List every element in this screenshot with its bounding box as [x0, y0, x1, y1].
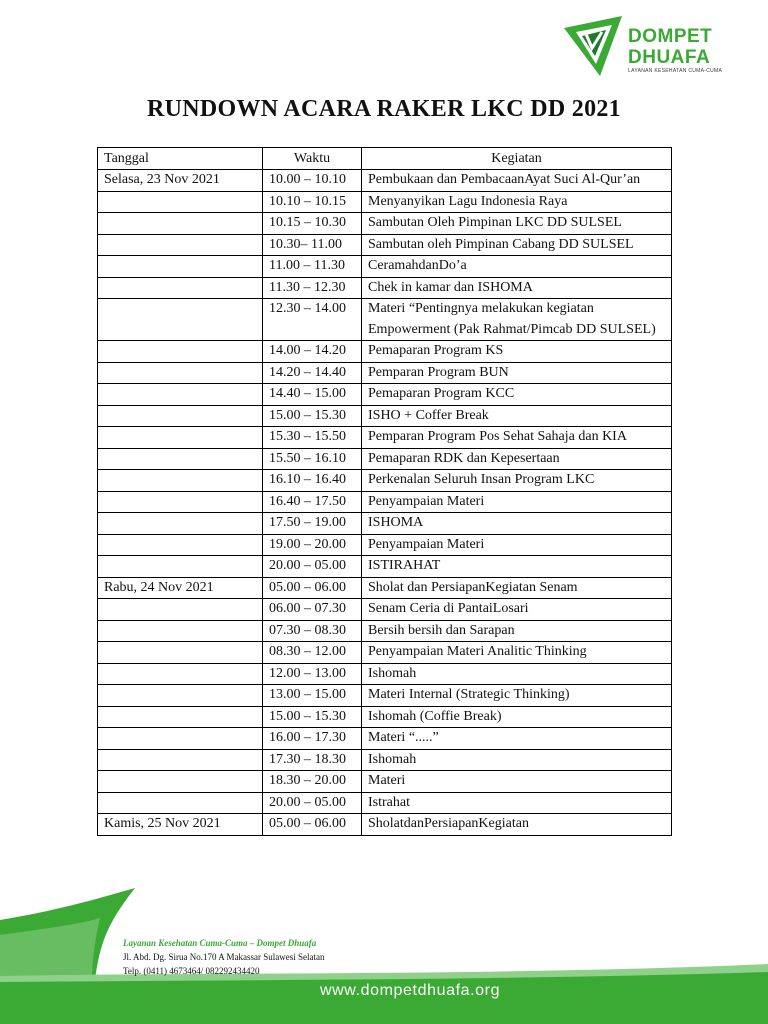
activity-cell: Istrahat — [362, 792, 672, 814]
table-row — [98, 663, 672, 685]
table-row — [98, 749, 672, 771]
activity-cell: Chek in kamar dan ISHOMA — [362, 277, 672, 299]
table-row — [98, 599, 672, 621]
activity-cell: ISHO + Coffer Break — [362, 405, 672, 427]
activity-cell: Perkenalan Seluruh Insan Program LKC — [362, 470, 672, 492]
footer-website: www.dompetdhuafa.org — [320, 982, 501, 999]
activity-cell: Ishomah — [362, 663, 672, 685]
date-cell — [98, 341, 263, 363]
date-cell — [98, 405, 263, 427]
date-cell — [98, 685, 263, 707]
activity-cell: Sambutan Oleh Pimpinan LKC DD SULSEL — [362, 213, 672, 235]
table-row — [98, 577, 672, 599]
document-title: RUNDOWN ACARA RAKER LKC DD 2021 — [147, 96, 621, 122]
time-cell: 12.00 – 13.00 — [263, 663, 362, 685]
time-cell: 15.30 – 15.50 — [263, 427, 362, 449]
date-cell — [98, 427, 263, 449]
time-cell: 05.00 – 06.00 — [263, 577, 362, 599]
date-cell — [98, 620, 263, 642]
activity-cell: Pemaparan Program KCC — [362, 384, 672, 406]
table-row — [98, 706, 672, 728]
time-cell: 11.00 – 11.30 — [263, 256, 362, 278]
time-cell: 15.00 – 15.30 — [263, 405, 362, 427]
time-cell: 08.30 – 12.00 — [263, 642, 362, 664]
date-cell — [98, 749, 263, 771]
time-cell: 11.30 – 12.30 — [263, 277, 362, 299]
date-cell — [98, 792, 263, 814]
date-cell — [98, 213, 263, 235]
date-cell — [98, 448, 263, 470]
activity-cell: Penyampaian Materi Analitic Thinking — [362, 642, 672, 664]
time-cell: 19.00 – 20.00 — [263, 534, 362, 556]
time-cell: 20.00 – 05.00 — [263, 556, 362, 578]
activity-cell: Pemparan Program BUN — [362, 362, 672, 384]
activity-cell: Ishomah (Coffie Break) — [362, 706, 672, 728]
time-cell: 14.00 – 14.20 — [263, 341, 362, 363]
date-cell: Selasa, 23 Nov 2021 — [98, 170, 263, 192]
time-cell: 05.00 – 06.00 — [263, 814, 362, 836]
table-row — [98, 362, 672, 384]
table-row — [98, 191, 672, 213]
table-row — [98, 170, 672, 192]
date-cell — [98, 706, 263, 728]
activity-cell: Pemparan Program Pos Sehat Sahaja dan KIA — [362, 427, 672, 449]
time-cell: 07.30 – 08.30 — [263, 620, 362, 642]
date-cell — [98, 299, 263, 341]
time-cell: 18.30 – 20.00 — [263, 771, 362, 793]
activity-cell: Penyampaian Materi — [362, 534, 672, 556]
table-row — [98, 470, 672, 492]
date-cell — [98, 556, 263, 578]
activity-cell: Pemaparan RDK dan Kepesertaan — [362, 448, 672, 470]
time-cell: 12.30 – 14.00 — [263, 299, 362, 341]
table-row — [98, 513, 672, 535]
date-cell — [98, 663, 263, 685]
table-row — [98, 728, 672, 750]
column-header-activity: Kegiatan — [362, 148, 672, 170]
time-cell: 17.50 – 19.00 — [263, 513, 362, 535]
time-cell: 16.10 – 16.40 — [263, 470, 362, 492]
activity-cell: Pemaparan Program KS — [362, 341, 672, 363]
date-cell: Rabu, 24 Nov 2021 — [98, 577, 263, 599]
dompet-dhuafa-logo-icon — [562, 14, 626, 78]
table-row — [98, 491, 672, 513]
activity-cell: Bersih bersih dan Sarapan — [362, 620, 672, 642]
table-row — [98, 213, 672, 235]
date-cell — [98, 599, 263, 621]
time-cell: 16.40 – 17.50 — [263, 491, 362, 513]
table-row — [98, 814, 672, 836]
activity-cell: Sholat dan PersiapanKegiatan Senam — [362, 577, 672, 599]
activity-cell: SholatdanPersiapanKegiatan — [362, 814, 672, 836]
activity-cell: Materi — [362, 771, 672, 793]
logo-tagline: LAYANAN KESEHATAN CUMA-CUMA — [628, 68, 723, 74]
time-cell: 10.10 – 10.15 — [263, 191, 362, 213]
rundown-table — [97, 147, 672, 836]
table-row — [98, 556, 672, 578]
footer-wave-graphic — [0, 880, 768, 1024]
time-cell: 14.20 – 14.40 — [263, 362, 362, 384]
time-cell: 10.30– 11.00 — [263, 234, 362, 256]
table-row — [98, 534, 672, 556]
activity-cell: ISHOMA — [362, 513, 672, 535]
date-cell — [98, 513, 263, 535]
activity-cell: Pembukaan dan PembacaanAyat Suci Al-Qur’an — [362, 170, 672, 192]
time-cell: 06.00 – 07.30 — [263, 599, 362, 621]
activity-cell: Menyanyikan Lagu Indonesia Raya — [362, 191, 672, 213]
table-row — [98, 685, 672, 707]
activity-cell: ISTIRAHAT — [362, 556, 672, 578]
date-cell — [98, 771, 263, 793]
time-cell: 20.00 – 05.00 — [263, 792, 362, 814]
date-cell — [98, 277, 263, 299]
table-row — [98, 384, 672, 406]
time-cell: 10.00 – 10.10 — [263, 170, 362, 192]
footer-tagline: Layanan Kesehatan Cuma-Cuma – Dompet Dhuafa — [123, 938, 317, 948]
activity-cell: Senam Ceria di PantaiLosari — [362, 599, 672, 621]
logo-wordmark — [628, 26, 712, 68]
date-cell: Kamis, 25 Nov 2021 — [98, 814, 263, 836]
activity-cell: Penyampaian Materi — [362, 491, 672, 513]
table-row — [98, 256, 672, 278]
logo-line2: DHUAFA — [628, 47, 711, 68]
time-cell: 10.15 – 10.30 — [263, 213, 362, 235]
date-cell — [98, 642, 263, 664]
time-cell: 15.00 – 15.30 — [263, 706, 362, 728]
table-row — [98, 448, 672, 470]
activity-cell: CeramahdanDo’a — [362, 256, 672, 278]
date-cell — [98, 362, 263, 384]
date-cell — [98, 191, 263, 213]
time-cell: 16.00 – 17.30 — [263, 728, 362, 750]
table-header-row — [98, 148, 672, 170]
table-row — [98, 299, 672, 341]
column-header-date: Tanggal — [98, 148, 263, 170]
table-row — [98, 234, 672, 256]
footer-phone: Telp. (0411) 4673464/ 082292434420 — [123, 966, 260, 976]
logo-line1: DOMPET — [628, 26, 713, 47]
table-row — [98, 427, 672, 449]
table-row — [98, 405, 672, 427]
time-cell: 15.50 – 16.10 — [263, 448, 362, 470]
date-cell — [98, 728, 263, 750]
time-cell: 14.40 – 15.00 — [263, 384, 362, 406]
activity-cell: Materi “.....” — [362, 728, 672, 750]
table-row — [98, 277, 672, 299]
table-row — [98, 620, 672, 642]
footer-address: Jl. Abd. Dg. Sirua No.170 A Makassar Sulawesi Selatan — [123, 952, 325, 962]
table-row — [98, 642, 672, 664]
activity-cell: Ishomah — [362, 749, 672, 771]
date-cell — [98, 491, 263, 513]
dompet-dhuafa-logo — [562, 14, 762, 80]
activity-cell: Sambutan oleh Pimpinan Cabang DD SULSEL — [362, 234, 672, 256]
activity-cell: Materi Internal (Strategic Thinking) — [362, 685, 672, 707]
table-row — [98, 341, 672, 363]
date-cell — [98, 470, 263, 492]
date-cell — [98, 384, 263, 406]
date-cell — [98, 256, 263, 278]
table-row — [98, 792, 672, 814]
time-cell: 13.00 – 15.00 — [263, 685, 362, 707]
table-row — [98, 771, 672, 793]
date-cell — [98, 534, 263, 556]
time-cell: 17.30 – 18.30 — [263, 749, 362, 771]
column-header-time: Waktu — [263, 148, 362, 170]
date-cell — [98, 234, 263, 256]
activity-cell: Materi “Pentingnya melakukan kegiatan Empowerment (Pak Rahmat/Pimcab DD SULSEL) — [362, 299, 672, 341]
